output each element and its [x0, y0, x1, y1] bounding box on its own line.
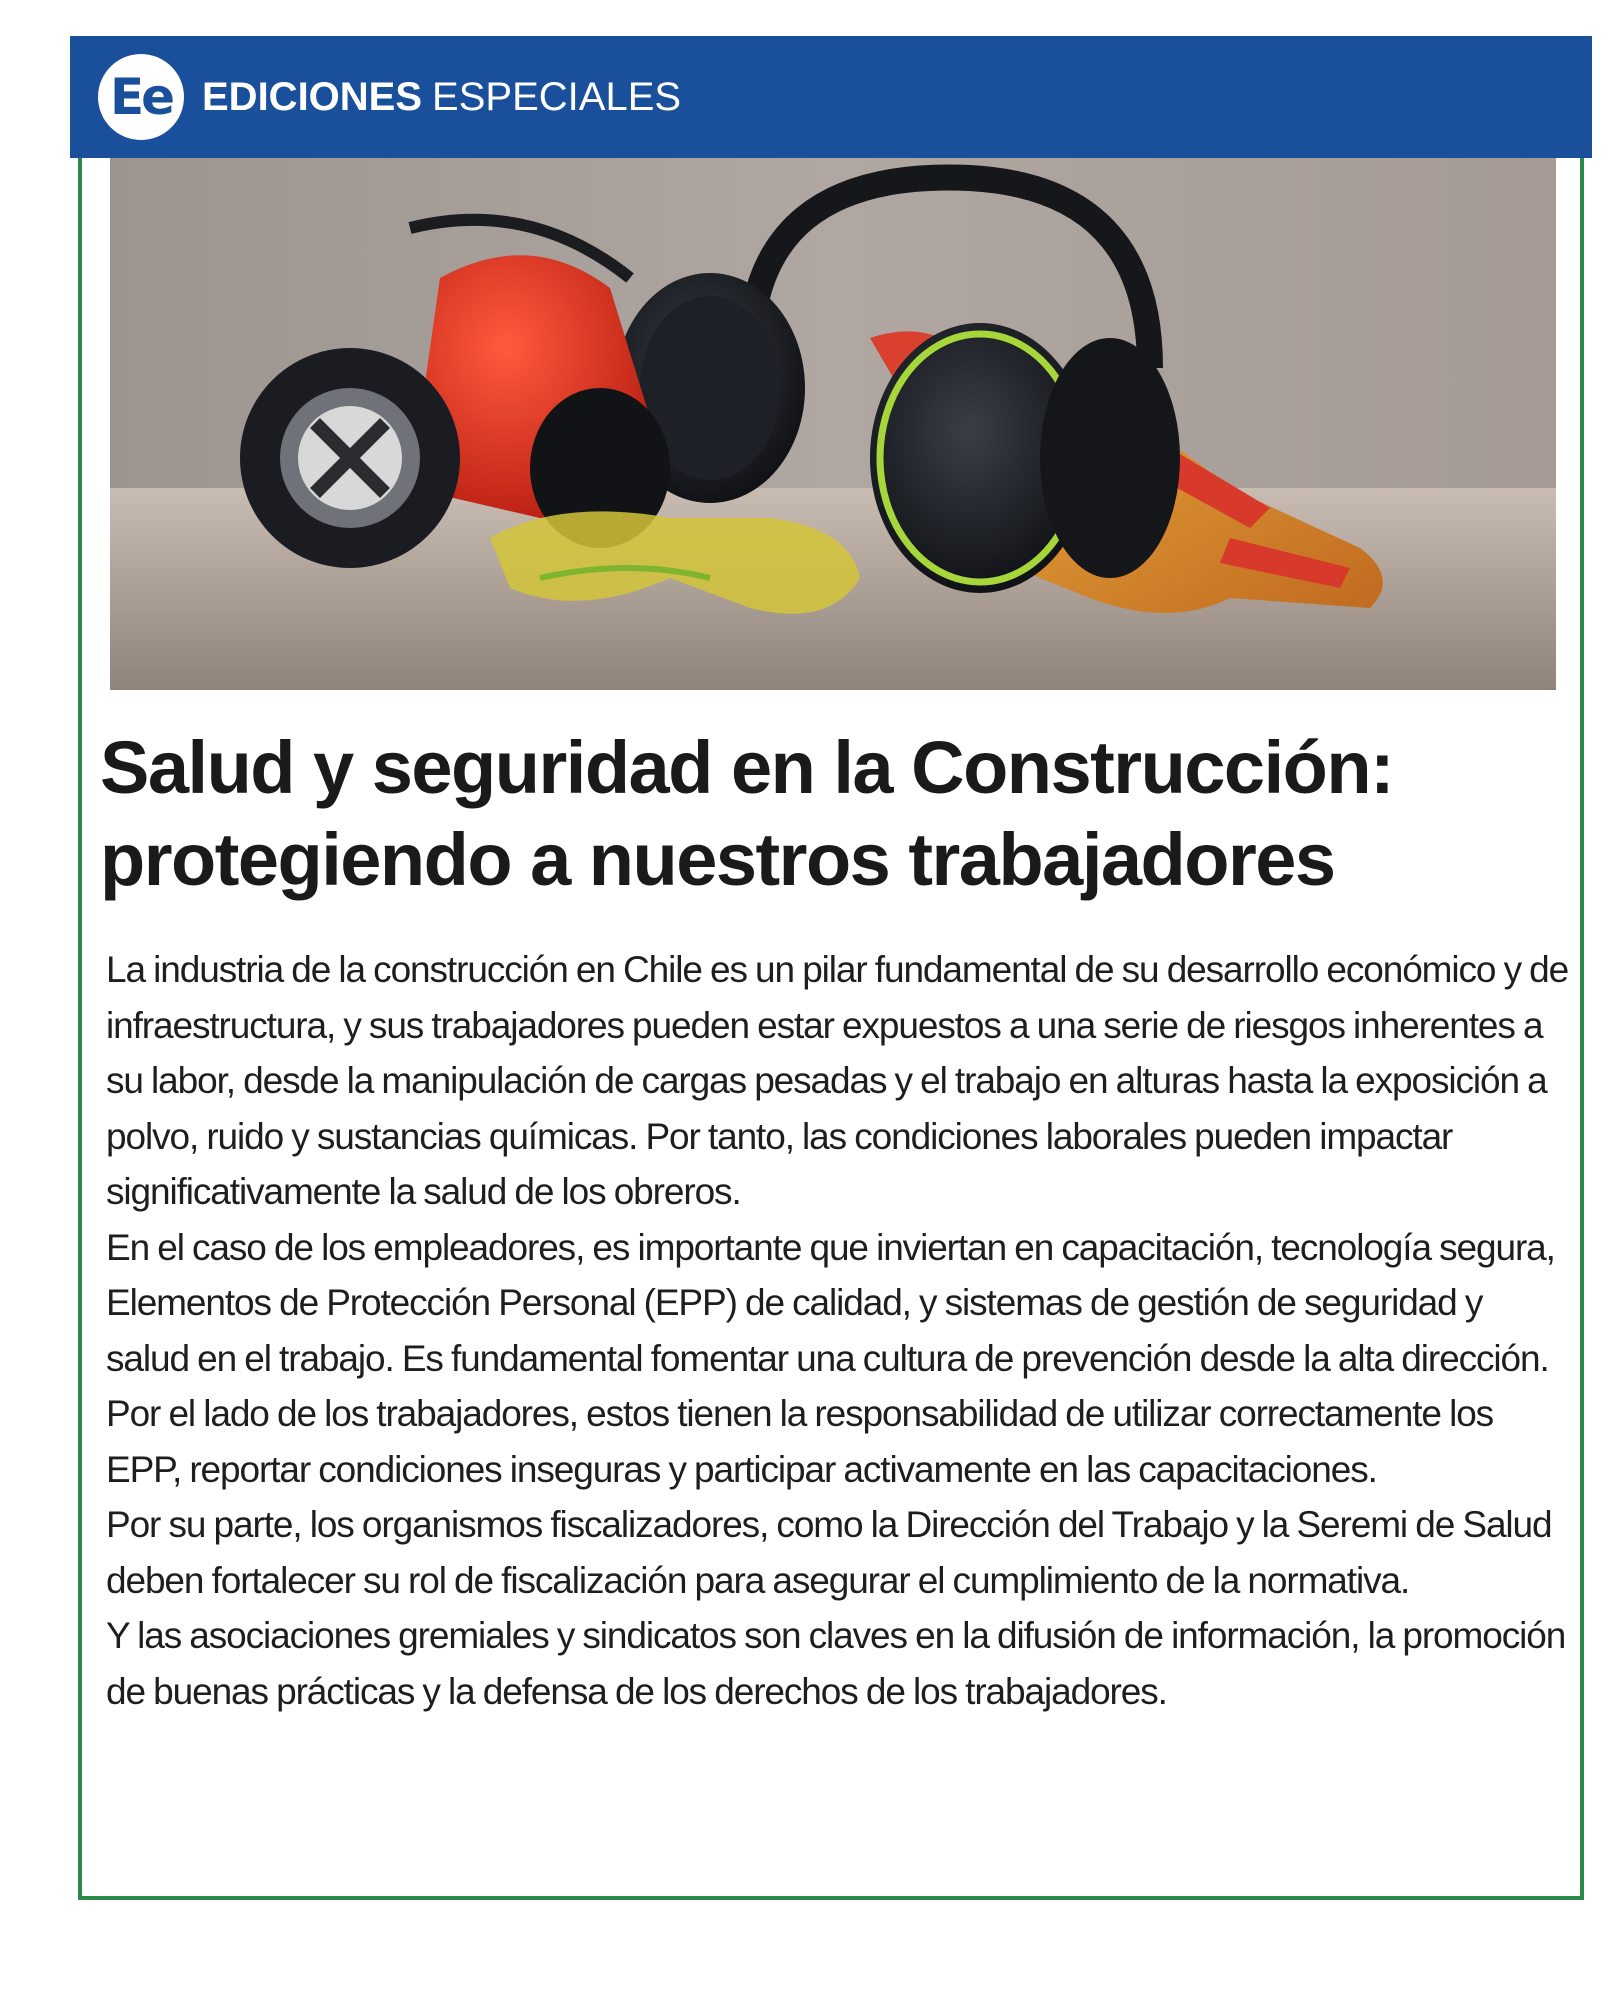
section-title-light: ESPECIALES	[432, 74, 682, 119]
section-title-bold: EDICIONES	[202, 74, 423, 119]
article-title	[100, 722, 1570, 906]
section-header	[70, 36, 1592, 158]
paragraph: En el caso de los empleadores, es importante que inviertan en capacitación, tecnología segura, Elementos de Protección Personal (EPP) de calidad, y sistemas de gestión de seguridad y salud en el trabajo. Es fundamental fomentar una cultura de prevención desde la alta dirección.	[106, 1226, 1555, 1379]
safety-equipment-photo	[110, 158, 1556, 690]
section-title	[202, 75, 681, 120]
paragraph: La industria de la construcción en Chile es un pilar fundamental de su desarrollo económico y de infraestructura, y sus trabajadores pueden estar expuestos a una serie de riesgos inherentes a su labor, desde la manipulación de cargas pesadas y el trabajo en alturas hasta la exposición a polvo, ruido y sustancias químicas. Por tanto, las condiciones laborales pueden impactar significativamente la salud de los obreros.	[106, 949, 1569, 1212]
paragraph: Por su parte, los organismos fiscalizadores, como la Dirección del Trabajo y la Seremi de Salud deben fortalecer su rol de fiscalización para asegurar el cumplimiento de la normativa.	[106, 1504, 1552, 1601]
logo-text: Ee	[109, 68, 173, 126]
title-line-2: protegiendo a nuestros trabajadores	[100, 818, 1335, 901]
title-line-1: Salud y seguridad en la Construcción:	[100, 726, 1394, 809]
ee-logo	[98, 54, 184, 140]
article-body	[106, 942, 1570, 1719]
paragraph: Por el lado de los trabajadores, estos tienen la responsabilidad de utilizar correctamente los EPP, reportar condiciones inseguras y participar activamente en las capacitaciones.	[106, 1393, 1494, 1490]
paragraph: Y las asociaciones gremiales y sindicatos son claves en la difusión de información, la promoción de buenas prácticas y la defensa de los derechos de los trabajadores.	[106, 1615, 1566, 1712]
